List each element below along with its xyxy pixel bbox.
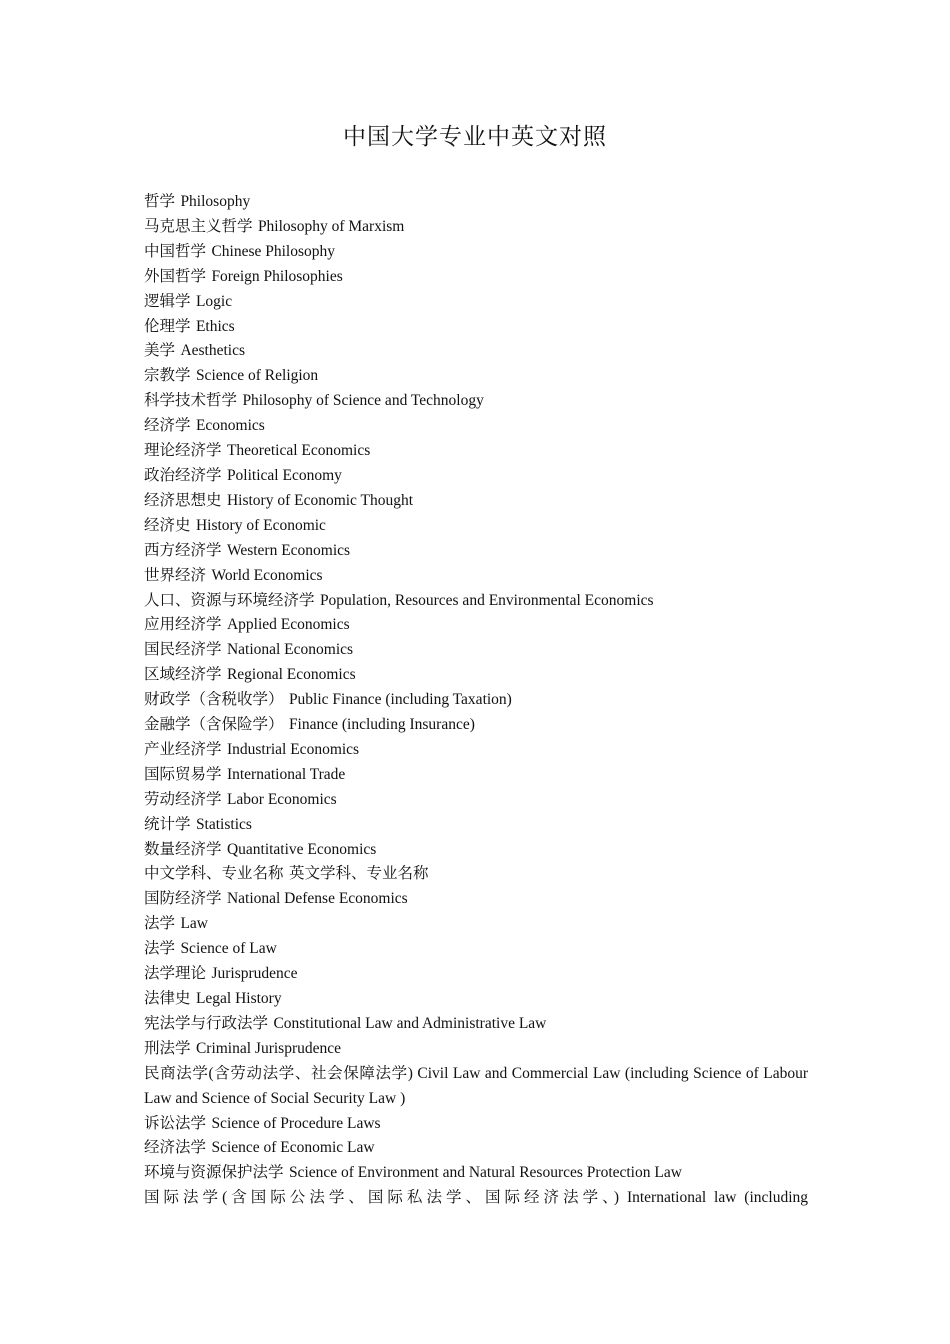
chinese-name: 宪法学与行政法学 bbox=[144, 1014, 269, 1032]
chinese-name: 人口、资源与环境经济学 bbox=[144, 591, 315, 609]
chinese-name: 外国哲学 bbox=[144, 267, 207, 285]
english-name: Science of Law bbox=[180, 940, 277, 958]
chinese-name: 政治经济学 bbox=[144, 466, 222, 484]
chinese-name: 中国哲学 bbox=[144, 242, 207, 260]
english-name: Foreign Philosophies bbox=[211, 267, 343, 285]
list-item bbox=[144, 1186, 808, 1211]
list-item bbox=[144, 688, 808, 713]
chinese-name: 民商法学(含劳动法学、社会保障法学) bbox=[144, 1064, 413, 1082]
list-item bbox=[144, 564, 808, 589]
list-item bbox=[144, 1062, 808, 1112]
list-item bbox=[144, 887, 808, 912]
english-name: National Economics bbox=[226, 641, 354, 659]
english-name: Western Economics bbox=[226, 541, 351, 559]
list-item bbox=[144, 514, 808, 539]
english-name: Finance (including Insurance) bbox=[288, 716, 475, 734]
chinese-name: 财政学（含税收学） bbox=[144, 691, 284, 709]
english-name: Criminal Jurisprudence bbox=[195, 1039, 342, 1057]
english-name: History of Economic Thought bbox=[226, 491, 414, 509]
list-item bbox=[144, 838, 808, 863]
english-name: Ethics bbox=[195, 317, 235, 335]
english-name: Chinese Philosophy bbox=[211, 242, 336, 260]
list-item bbox=[144, 414, 808, 439]
english-name: 英文学科、专业名称 bbox=[288, 865, 429, 883]
chinese-name: 科学技术哲学 bbox=[144, 392, 238, 410]
list-item bbox=[144, 987, 808, 1012]
chinese-name: 逻辑学 bbox=[144, 292, 191, 310]
list-item bbox=[144, 813, 808, 838]
list-item bbox=[144, 763, 808, 788]
list-item bbox=[144, 389, 808, 414]
english-name: Public Finance (including Taxation) bbox=[288, 691, 512, 709]
english-name: World Economics bbox=[211, 566, 323, 584]
english-name: Aesthetics bbox=[180, 342, 246, 360]
chinese-name: 金融学（含保险学） bbox=[144, 716, 284, 734]
chinese-name: 经济法学 bbox=[144, 1139, 207, 1157]
list-item bbox=[144, 1012, 808, 1037]
list-item bbox=[144, 638, 808, 663]
list-item bbox=[144, 713, 808, 738]
chinese-name: 西方经济学 bbox=[144, 541, 222, 559]
chinese-name: 经济思想史 bbox=[144, 491, 222, 509]
chinese-name: 统计学 bbox=[144, 815, 191, 833]
chinese-name: 产业经济学 bbox=[144, 740, 222, 758]
english-name: Science of Environment and Natural Resources Protection Law bbox=[288, 1164, 682, 1182]
chinese-name: 中文学科、专业名称 bbox=[144, 865, 284, 883]
english-name: Jurisprudence bbox=[211, 965, 298, 983]
chinese-name: 伦理学 bbox=[144, 317, 191, 335]
english-name: Theoretical Economics bbox=[226, 442, 371, 460]
list-item bbox=[144, 539, 808, 564]
english-name: Population, Resources and Environmental Economics bbox=[319, 591, 654, 609]
major-list bbox=[144, 190, 808, 1211]
list-item bbox=[144, 439, 808, 464]
english-name: Science of Religion bbox=[195, 367, 319, 385]
list-item bbox=[144, 788, 808, 813]
english-name: Logic bbox=[195, 292, 233, 310]
english-name: Quantitative Economics bbox=[226, 840, 377, 858]
chinese-name: 国际法学(含国际公法学、国际私法学、国际经济法学、) bbox=[144, 1189, 620, 1207]
list-item bbox=[144, 937, 808, 962]
list-item bbox=[144, 738, 808, 763]
english-name: Statistics bbox=[195, 815, 252, 833]
list-item bbox=[144, 290, 808, 315]
chinese-name: 经济学 bbox=[144, 417, 191, 435]
english-name: International Trade bbox=[226, 765, 346, 783]
list-item bbox=[144, 190, 808, 215]
english-name: Law bbox=[180, 915, 208, 933]
list-item bbox=[144, 464, 808, 489]
chinese-name: 世界经济 bbox=[144, 566, 207, 584]
chinese-name: 法学 bbox=[144, 940, 176, 958]
chinese-name: 法学 bbox=[144, 915, 176, 933]
list-item bbox=[144, 589, 808, 614]
list-item bbox=[144, 1161, 808, 1186]
list-item bbox=[144, 862, 808, 887]
list-item bbox=[144, 315, 808, 340]
english-name: Philosophy bbox=[180, 193, 251, 210]
chinese-name: 刑法学 bbox=[144, 1039, 191, 1057]
chinese-name: 马克思主义哲学 bbox=[144, 217, 253, 235]
english-name: Industrial Economics bbox=[226, 740, 360, 758]
chinese-name: 数量经济学 bbox=[144, 840, 222, 858]
english-name: Science of Economic Law bbox=[211, 1139, 375, 1157]
list-item bbox=[144, 1037, 808, 1062]
chinese-name: 国民经济学 bbox=[144, 641, 222, 659]
list-item bbox=[144, 663, 808, 688]
list-item bbox=[144, 1112, 808, 1137]
english-name: Economics bbox=[195, 417, 265, 435]
english-name: Constitutional Law and Administrative Law bbox=[273, 1014, 547, 1032]
chinese-name: 哲学 bbox=[144, 193, 176, 210]
english-name: Applied Economics bbox=[226, 616, 350, 634]
english-name: Labor Economics bbox=[226, 790, 337, 808]
chinese-name: 诉讼法学 bbox=[144, 1114, 207, 1132]
chinese-name: 国际贸易学 bbox=[144, 765, 222, 783]
chinese-name: 区域经济学 bbox=[144, 666, 222, 684]
chinese-name: 劳动经济学 bbox=[144, 790, 222, 808]
english-name: Political Economy bbox=[226, 466, 342, 484]
list-item bbox=[144, 613, 808, 638]
chinese-name: 应用经济学 bbox=[144, 616, 222, 634]
list-item bbox=[144, 240, 808, 265]
chinese-name: 理论经济学 bbox=[144, 442, 222, 460]
english-name: Legal History bbox=[195, 990, 282, 1007]
english-name: Philosophy of Science and Technology bbox=[242, 392, 484, 410]
english-name: Philosophy of Marxism bbox=[257, 217, 405, 235]
list-item bbox=[144, 364, 808, 389]
chinese-name: 宗教学 bbox=[144, 367, 191, 385]
list-item bbox=[144, 265, 808, 290]
list-item bbox=[144, 339, 808, 364]
english-name: History of Economic bbox=[195, 516, 326, 534]
english-name: International law (including bbox=[626, 1189, 809, 1207]
chinese-name: 环境与资源保护法学 bbox=[144, 1164, 284, 1182]
list-item bbox=[144, 215, 808, 240]
list-item bbox=[144, 962, 808, 987]
english-name: Science of Procedure Laws bbox=[211, 1114, 381, 1132]
chinese-name: 法律史 bbox=[144, 990, 191, 1007]
english-name: Civil Law and Commercial Law (including Science of Labour Law and Science of Social Security Law ) bbox=[144, 1064, 808, 1107]
list-item bbox=[144, 1136, 808, 1161]
chinese-name: 美学 bbox=[144, 342, 176, 360]
list-item bbox=[144, 912, 808, 937]
chinese-name: 法学理论 bbox=[144, 965, 207, 983]
page-title: 中国大学专业中英文对照 bbox=[343, 124, 607, 149]
chinese-name: 国防经济学 bbox=[144, 890, 222, 908]
english-name: National Defense Economics bbox=[226, 890, 408, 908]
english-name: Regional Economics bbox=[226, 666, 356, 684]
list-item bbox=[144, 489, 808, 514]
chinese-name: 经济史 bbox=[144, 516, 191, 534]
